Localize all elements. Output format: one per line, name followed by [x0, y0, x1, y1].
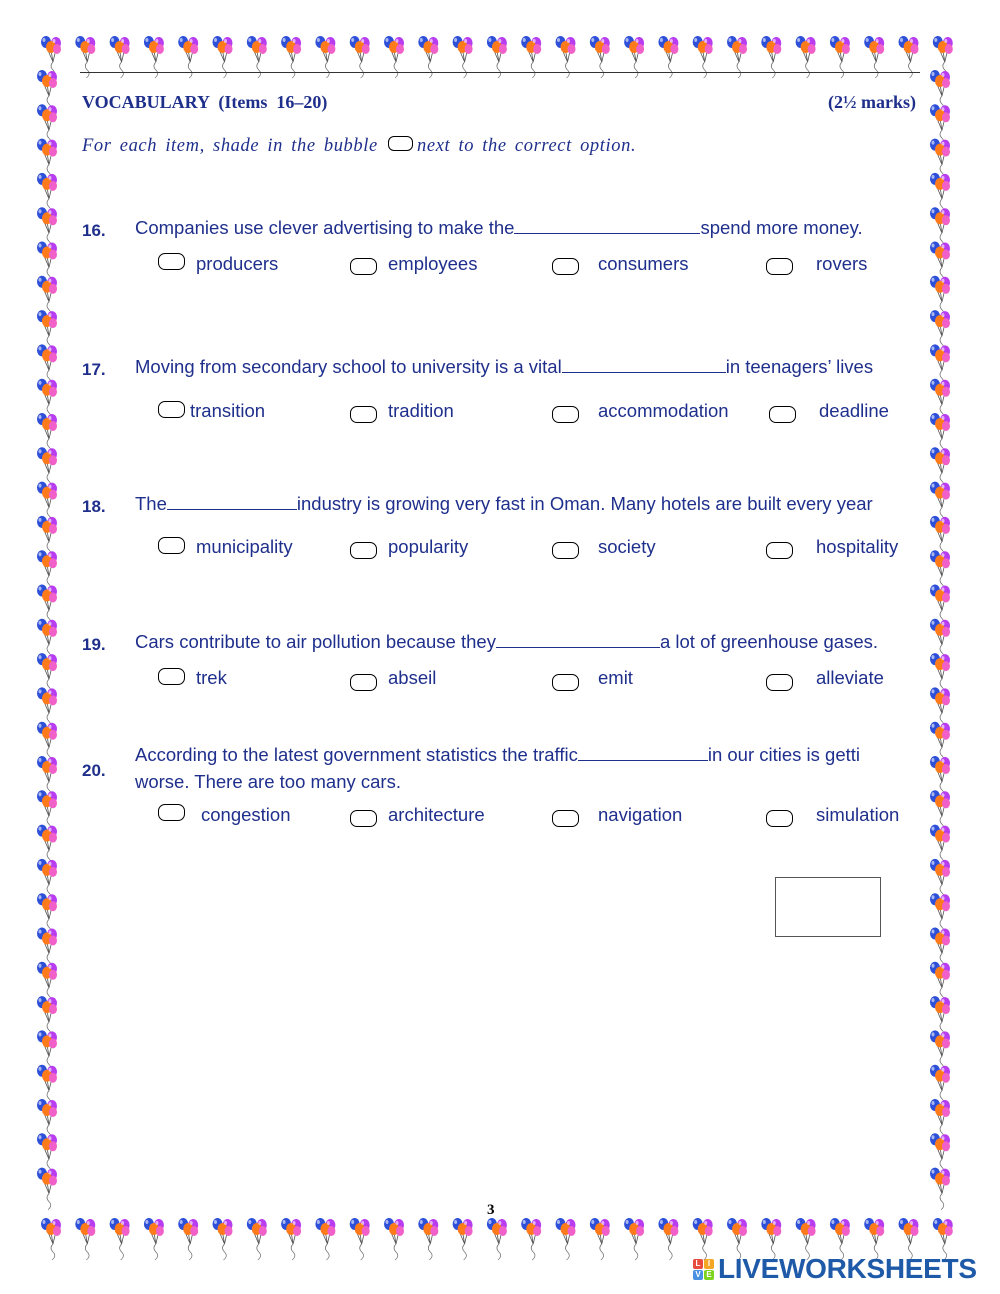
option-bubble[interactable] — [552, 674, 579, 691]
section-heading — [82, 92, 918, 116]
question-number: 18. — [82, 497, 106, 516]
option-label: navigation — [598, 804, 683, 825]
balloon-icon — [590, 1218, 610, 1260]
option-bubble[interactable] — [552, 258, 579, 275]
logo-letter: E — [704, 1270, 714, 1280]
option-bubble[interactable] — [552, 406, 579, 423]
balloon-icon — [213, 1218, 233, 1260]
option-bubble[interactable] — [350, 674, 377, 691]
option-bubble[interactable] — [350, 406, 377, 423]
answer-blank — [578, 745, 708, 761]
instruction-text-after: next to the correct option. — [417, 136, 637, 156]
answer-blank — [167, 494, 297, 510]
question-stem — [135, 356, 930, 378]
question-number: 16. — [82, 221, 106, 240]
page-number: 3 — [487, 1202, 495, 1218]
option-label: accommodation — [598, 400, 729, 421]
option-label: transition — [190, 400, 266, 421]
answer-blank — [562, 357, 726, 373]
balloon-icon — [75, 1218, 95, 1260]
option-label: society — [598, 536, 656, 557]
answer-blank — [496, 632, 660, 648]
instruction — [82, 136, 636, 162]
option-label: consumers — [598, 253, 689, 274]
option-label: simulation — [816, 804, 900, 825]
balloon-icon — [110, 1218, 130, 1260]
option-label: tradition — [388, 400, 454, 421]
header-rule — [80, 72, 920, 73]
stem-text: Moving from secondary school to university is a vital — [135, 356, 562, 377]
option-label: producers — [196, 253, 279, 274]
option-bubble[interactable] — [766, 258, 793, 275]
option-label: congestion — [201, 804, 291, 825]
liveworksheets-logo — [693, 1253, 977, 1285]
stem-line-2: worse. There are too many cars. — [135, 771, 401, 792]
question-stem — [135, 217, 930, 239]
question-stem — [135, 631, 930, 653]
balloon-icon — [37, 1168, 57, 1210]
stem-line-1 — [135, 741, 930, 768]
balloon-icon — [930, 1168, 950, 1210]
instruction-text-before: For each item, shade in the bubble — [82, 136, 378, 156]
balloon-icon — [144, 1218, 164, 1260]
stem-text: a lot of greenhouse gases. — [659, 631, 879, 652]
logo-letter: L — [693, 1259, 703, 1269]
option-bubble[interactable] — [158, 253, 185, 270]
balloon-icon — [658, 1218, 678, 1260]
balloon-icon — [521, 1218, 541, 1260]
option-label: alleviate — [816, 667, 884, 688]
option-bubble[interactable] — [766, 542, 793, 559]
score-box — [775, 877, 881, 937]
balloon-icon — [624, 1218, 644, 1260]
balloon-icon — [350, 1218, 370, 1260]
option-bubble[interactable] — [766, 810, 793, 827]
option-label: trek — [196, 667, 227, 688]
option-bubble[interactable] — [552, 542, 579, 559]
stem-text: According to the latest government statistics the traffic — [135, 744, 578, 765]
option-bubble[interactable] — [158, 804, 185, 821]
answer-blank — [514, 218, 700, 234]
section-marks: (2½ marks) — [828, 92, 916, 112]
option-bubble[interactable] — [158, 401, 185, 418]
option-label: hospitality — [816, 536, 899, 557]
stem-text: spend more money. — [700, 217, 863, 238]
balloon-icon — [487, 1218, 507, 1260]
section-title: VOCABULARY (Items 16–20) — [82, 92, 328, 112]
option-bubble[interactable] — [158, 537, 185, 554]
balloon-icon — [281, 1218, 301, 1260]
stem-text: in teenagers’ lives — [725, 356, 874, 377]
balloon-icon — [453, 1218, 473, 1260]
stem-text: Cars contribute to air pollution because they — [135, 631, 496, 652]
option-bubble[interactable] — [350, 542, 377, 559]
option-label: deadline — [819, 400, 889, 421]
bubble-icon — [388, 136, 413, 151]
stem-text: industry is growing very fast in Oman. Many hotels are built every year — [296, 493, 873, 514]
option-bubble[interactable] — [158, 668, 185, 685]
logo-letter: I — [704, 1259, 714, 1269]
question-number: 19. — [82, 635, 106, 654]
question-stem — [135, 493, 930, 515]
stem-text: in our cities is getti — [707, 744, 861, 765]
balloon-icon — [247, 1218, 267, 1260]
balloon-icon — [384, 1218, 404, 1260]
option-bubble[interactable] — [350, 258, 377, 275]
balloon-icon — [315, 1218, 335, 1260]
liveworksheets-icon — [693, 1259, 714, 1280]
brand-name: LIVEWORKSHEETS — [718, 1253, 977, 1284]
option-label: abseil — [388, 667, 437, 688]
option-label: employees — [388, 253, 478, 274]
option-bubble[interactable] — [766, 674, 793, 691]
logo-letter: V — [693, 1270, 703, 1280]
balloon-icon — [178, 1218, 198, 1260]
balloon-icon — [556, 1218, 576, 1260]
balloon-icon — [418, 1218, 438, 1260]
option-bubble[interactable] — [350, 810, 377, 827]
option-label: emit — [598, 667, 633, 688]
question-stem — [135, 741, 930, 795]
option-label: architecture — [388, 804, 485, 825]
option-label: rovers — [816, 253, 868, 274]
option-bubble[interactable] — [552, 810, 579, 827]
stem-text: The — [135, 493, 167, 514]
balloon-icon — [41, 1218, 61, 1260]
stem-text: Companies use clever advertising to make the — [135, 217, 515, 238]
question-number: 20. — [82, 761, 106, 780]
option-label: municipality — [196, 536, 293, 557]
question-number: 17. — [82, 360, 106, 379]
option-bubble[interactable] — [769, 406, 796, 423]
option-label: popularity — [388, 536, 469, 557]
